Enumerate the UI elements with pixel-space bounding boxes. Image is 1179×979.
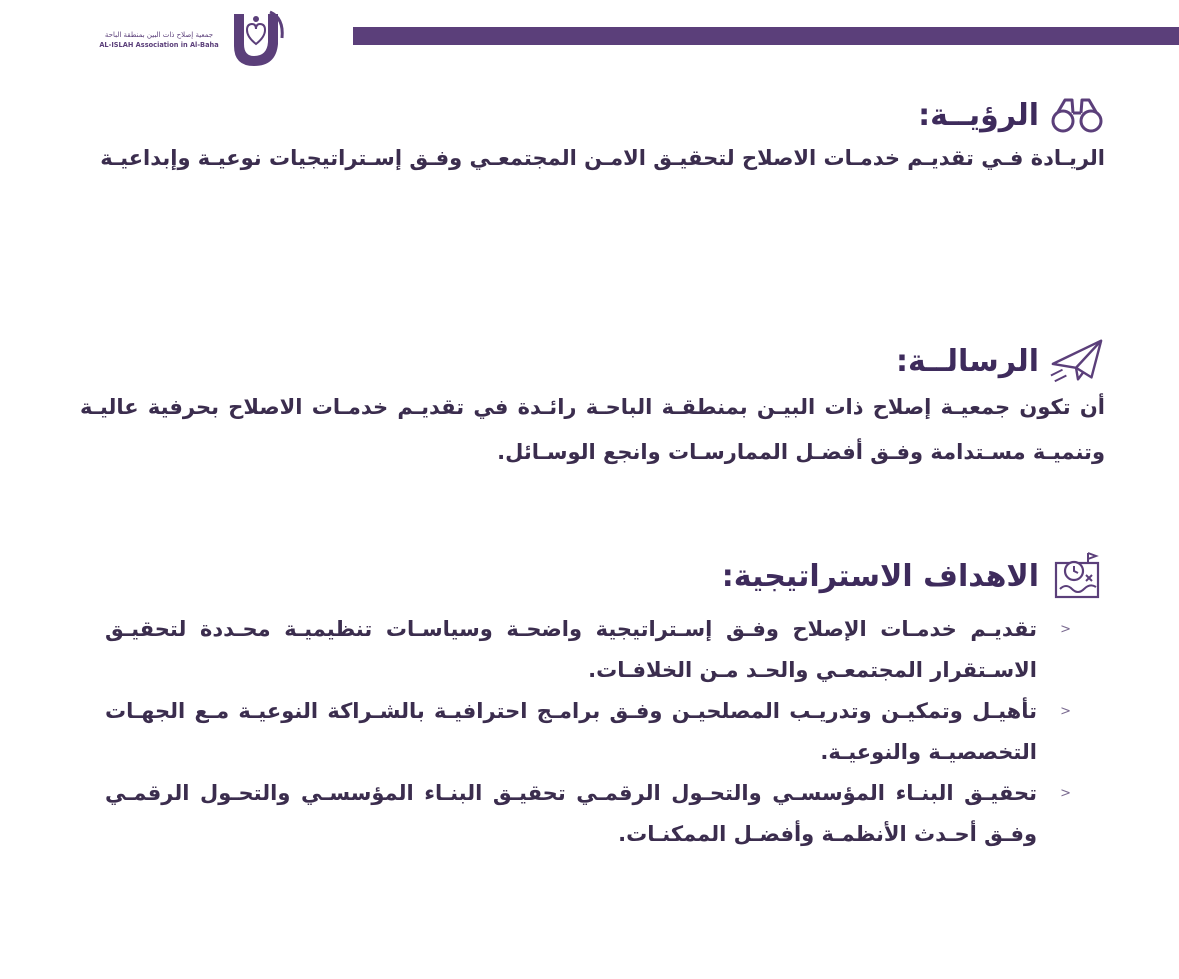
logo-emblem-icon (230, 10, 286, 70)
goals-heading (722, 553, 1105, 599)
goal-item (105, 691, 1105, 773)
organization-logo (84, 10, 294, 72)
goal-text: تقديـم خدمـات الإصلاح وفـق إسـتراتيجية واضحـة وسياسـات تنظيميـة محـددة لتحقيـق الاسـتقرار المجتمعـي والحـد مـن الخلافـات. (105, 617, 1037, 682)
vision-heading (918, 92, 1105, 138)
bullet-arrow-icon: < (1060, 786, 1071, 801)
org-name-arabic: جمعية إصلاح ذات البين بمنطقة الباحة (104, 31, 214, 39)
paper-plane-icon (1049, 338, 1105, 384)
mission-heading (896, 338, 1105, 384)
bullet-arrow-icon: < (1060, 704, 1071, 719)
goal-text: تحقيـق البنـاء المؤسسـي والتحـول الرقمـي تحقيـق البنـاء المؤسسـي والتحـول الرقمـي وفـق أحـدث الأنظمـة وأفضـل الممكنـات. (105, 781, 1037, 846)
mission-title: الرسالــة: (896, 343, 1039, 379)
header-accent-bar (353, 27, 1179, 45)
strategy-map-icon (1049, 553, 1105, 599)
goal-item (105, 609, 1105, 691)
goal-text: تأهيـل وتمكيـن وتدريـب المصلحيـن وفـق برامـج احترافيـة بالشـراكة النوعيـة مـع الجهـات التخصصيـة والنوعيـة. (105, 699, 1037, 764)
bullet-arrow-icon: < (1060, 622, 1071, 637)
vision-title: الرؤيــة: (918, 97, 1039, 133)
org-name-english: AL-ISLAH Association in Al-Baha (99, 41, 219, 49)
goal-item (105, 773, 1105, 855)
binoculars-icon (1049, 92, 1105, 138)
goals-title: الاهداف الاستراتيجية: (721, 558, 1039, 594)
goals-list (105, 609, 1105, 855)
mission-text: أن تكون جمعيـة إصلاح ذات البيـن بمنطقـة الباحـة رائـدة في تقديـم خدمـات الاصلاح بحرفية عاليـة وتنميـة مسـتدامة وفـق أفضـل الممارسـات وانجع الوسـائل. (80, 395, 1105, 464)
vision-text: الريـادة فـي تقديـم خدمـات الاصلاح لتحقيـق الامـن المجتمعـي وفـق إسـتراتيجيات نوعيـة وإبداعيـة (100, 146, 1105, 170)
